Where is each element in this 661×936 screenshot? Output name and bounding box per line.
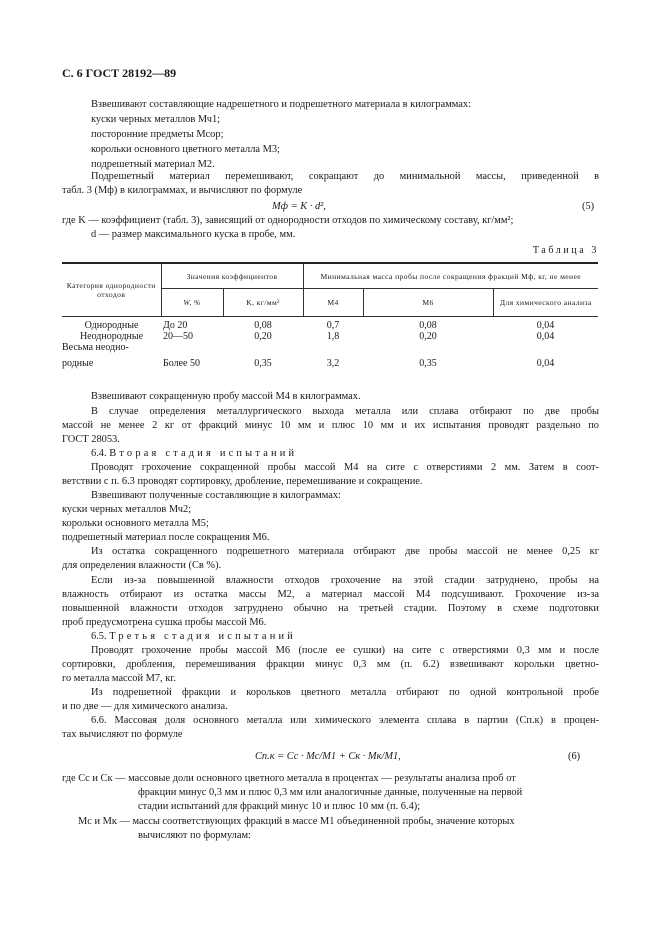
- formula-6: Cп.к = Cс · Mс/M1 + Cк · Mк/M1,: [255, 751, 401, 762]
- text-line: В случае определения металлургического выхода металла или сплава отбирают по две пробы: [91, 406, 599, 417]
- header-chem: Для химического анализа: [493, 289, 598, 317]
- cell-m6: 0,35: [419, 357, 437, 369]
- text-line: Из остатка сокращенного подрешетного материала отбирают две пробы массой не менее 0,25 кг: [91, 546, 599, 557]
- text-line: массой не менее 2 кг от фракций минус 10 мм и плюс 10 мм и их испытания проводят раздельно по: [62, 420, 599, 431]
- formula-5: Mф = K · d²,: [272, 201, 326, 212]
- formula-5-number: (5): [582, 201, 595, 212]
- text-line: ветствии с п. 6.3 проводят сортировку, дробление, перемешивание и сокращение.: [62, 476, 423, 487]
- cell-chem: 0,04: [536, 357, 555, 369]
- table-row: [62, 331, 598, 342]
- section-heading-6-4: [91, 447, 297, 460]
- header-m6: М6: [363, 289, 493, 317]
- cell-m6: 0,08: [419, 319, 437, 331]
- cell-m6: [363, 342, 493, 353]
- text-line: подрешетный материал М2.: [91, 159, 215, 170]
- text-line: куски черных металлов Мч1;: [91, 114, 221, 125]
- text-line: тах вычисляют по формуле: [62, 729, 183, 740]
- table-row: [62, 353, 598, 369]
- text-line: Взвешивают составляющие надрешетного и подрешетного материала в килограммах:: [91, 99, 471, 110]
- table-row: [62, 342, 598, 353]
- header-min-mass: Минимальная масса пробы после сокращения фракций Mф, кг, не менее: [303, 263, 598, 289]
- text-line: корольки основного цветного металла М3;: [91, 144, 280, 155]
- cell-category: Неоднородные: [79, 330, 144, 342]
- text-line: стадии испытаний для фракций минус 10 и плюс 10 мм (п. 6.4);: [138, 801, 421, 812]
- text-line: влажность отбирают из остатка массы М2, а материал массой М4 подсушивают. Грохочение из-за: [62, 589, 599, 600]
- header-m4: М4: [303, 289, 363, 317]
- cell-category: Весьма неодно-: [62, 341, 129, 353]
- cell-m4: 0,7: [326, 319, 340, 331]
- text-line: d — размер максимального куска в пробе, мм.: [91, 229, 296, 240]
- text-line: фракции минус 0,3 мм и плюс 0,3 мм или аналогичные данные, полученные на первой: [138, 787, 523, 798]
- cell-category: родные: [62, 357, 94, 369]
- text-line: где K — коэффициент (табл. 3), зависящий от однородности отходов по химическому составу, кг/мм²;: [62, 215, 514, 226]
- text-line: го металла массой М7, кг.: [62, 673, 176, 684]
- text-line: где Cс и Cк — массовые доли основного цветного металла в процентах — результаты анализа проб от: [62, 773, 516, 784]
- table-caption: Таблица 3: [532, 245, 599, 256]
- text-line: Из подрешетной фракции и корольков цветного металла отбирают по одной контрольной пробе: [91, 687, 599, 698]
- section-heading-6-5: [91, 630, 296, 643]
- section-title: Вторая стадия испытаний: [109, 448, 298, 459]
- header-coef: Значения коэффициентов: [161, 263, 303, 289]
- cell-w: Более 50: [163, 357, 200, 369]
- cell-category: Однородные: [84, 319, 139, 331]
- cell-k: [223, 342, 303, 353]
- text-line: вычисляют по формулам:: [138, 830, 251, 841]
- text-line: для определения влажности (Cв %).: [62, 560, 222, 571]
- table-3: [62, 262, 598, 369]
- text-line: Mс и Mк — массы соответствующих фракций в массе М1 объединенной пробы, значение которых: [78, 816, 515, 827]
- text-line: Если из-за повышенной влажности отходов грохочение на этой стадии затруднено, пробы на: [91, 575, 599, 586]
- header-k: K, кг/мм²: [223, 289, 303, 317]
- text-line: проб предусмотрена сушка пробы массой М6.: [62, 617, 267, 628]
- text-line: посторонние предметы Мсор;: [91, 129, 224, 140]
- cell-chem: [493, 342, 598, 353]
- cell-m4: 3,2: [326, 357, 340, 369]
- cell-chem: 0,04: [536, 330, 555, 342]
- cell-m4: [303, 342, 363, 353]
- text-line: Подрешетный материал перемешивают, сокращают до минимальной массы, приведенной в: [91, 171, 599, 182]
- text-line: сортировки, дробления, перемешивания фракции минус 0,3 мм (п. 6.2) взвешивают корольки цветно-: [62, 659, 599, 670]
- text-line: повышенной влажности отходов затруднено обычно на третьей стадии. Поэтому в схеме подготовки: [62, 603, 599, 614]
- header-category: Категория однородности отходов: [62, 263, 161, 317]
- text-line: куски черных металлов Мч2;: [62, 504, 192, 515]
- section-number: 6.4.: [91, 448, 107, 459]
- text-line: подрешетный материал после сокращения М6.: [62, 532, 270, 543]
- text-line: Взвешивают сокращенную пробу массой М4 в килограммах.: [91, 391, 361, 402]
- text-line: и по две — для химического анализа.: [62, 701, 228, 712]
- cell-m4: 1,8: [326, 330, 340, 342]
- cell-k: 0,35: [254, 357, 272, 369]
- cell-m6: 0,20: [419, 330, 437, 342]
- text-line: Взвешивают полученные составляющие в килограммах:: [91, 490, 341, 501]
- table-row: [62, 317, 598, 331]
- cell-k: 0,20: [254, 330, 272, 342]
- text-line: корольки основного металла М5;: [62, 518, 209, 529]
- formula-6-number: (6): [568, 751, 581, 762]
- text-line: ГОСТ 28053.: [62, 434, 120, 445]
- section-title: Третья стадия испытаний: [109, 631, 297, 642]
- cell-w: До 20: [163, 319, 188, 331]
- cell-chem: 0,04: [536, 319, 555, 331]
- text-line: Проводят грохочение пробы массой М6 (после ее сушки) на сите с отверстиями 0,3 мм и после: [91, 645, 599, 656]
- section-number: 6.5.: [91, 631, 107, 642]
- header-w: W, %: [161, 289, 223, 317]
- page-header: С. 6 ГОСТ 28192—89: [62, 66, 177, 80]
- text-line: 6.6. Массовая доля основного металла или химического элемента сплава в партии (Cп.к) в процен-: [91, 715, 599, 726]
- cell-w: [161, 342, 223, 353]
- text-line: Проводят грохочение сокращенной пробы массой М4 на сите с отверстиями 2 мм. Затем в соот-: [91, 462, 599, 473]
- text-line: табл. 3 (Mф) в килограммах, и вычисляют по формуле: [62, 185, 303, 196]
- cell-w: 20—50: [163, 330, 193, 342]
- cell-k: 0,08: [254, 319, 272, 331]
